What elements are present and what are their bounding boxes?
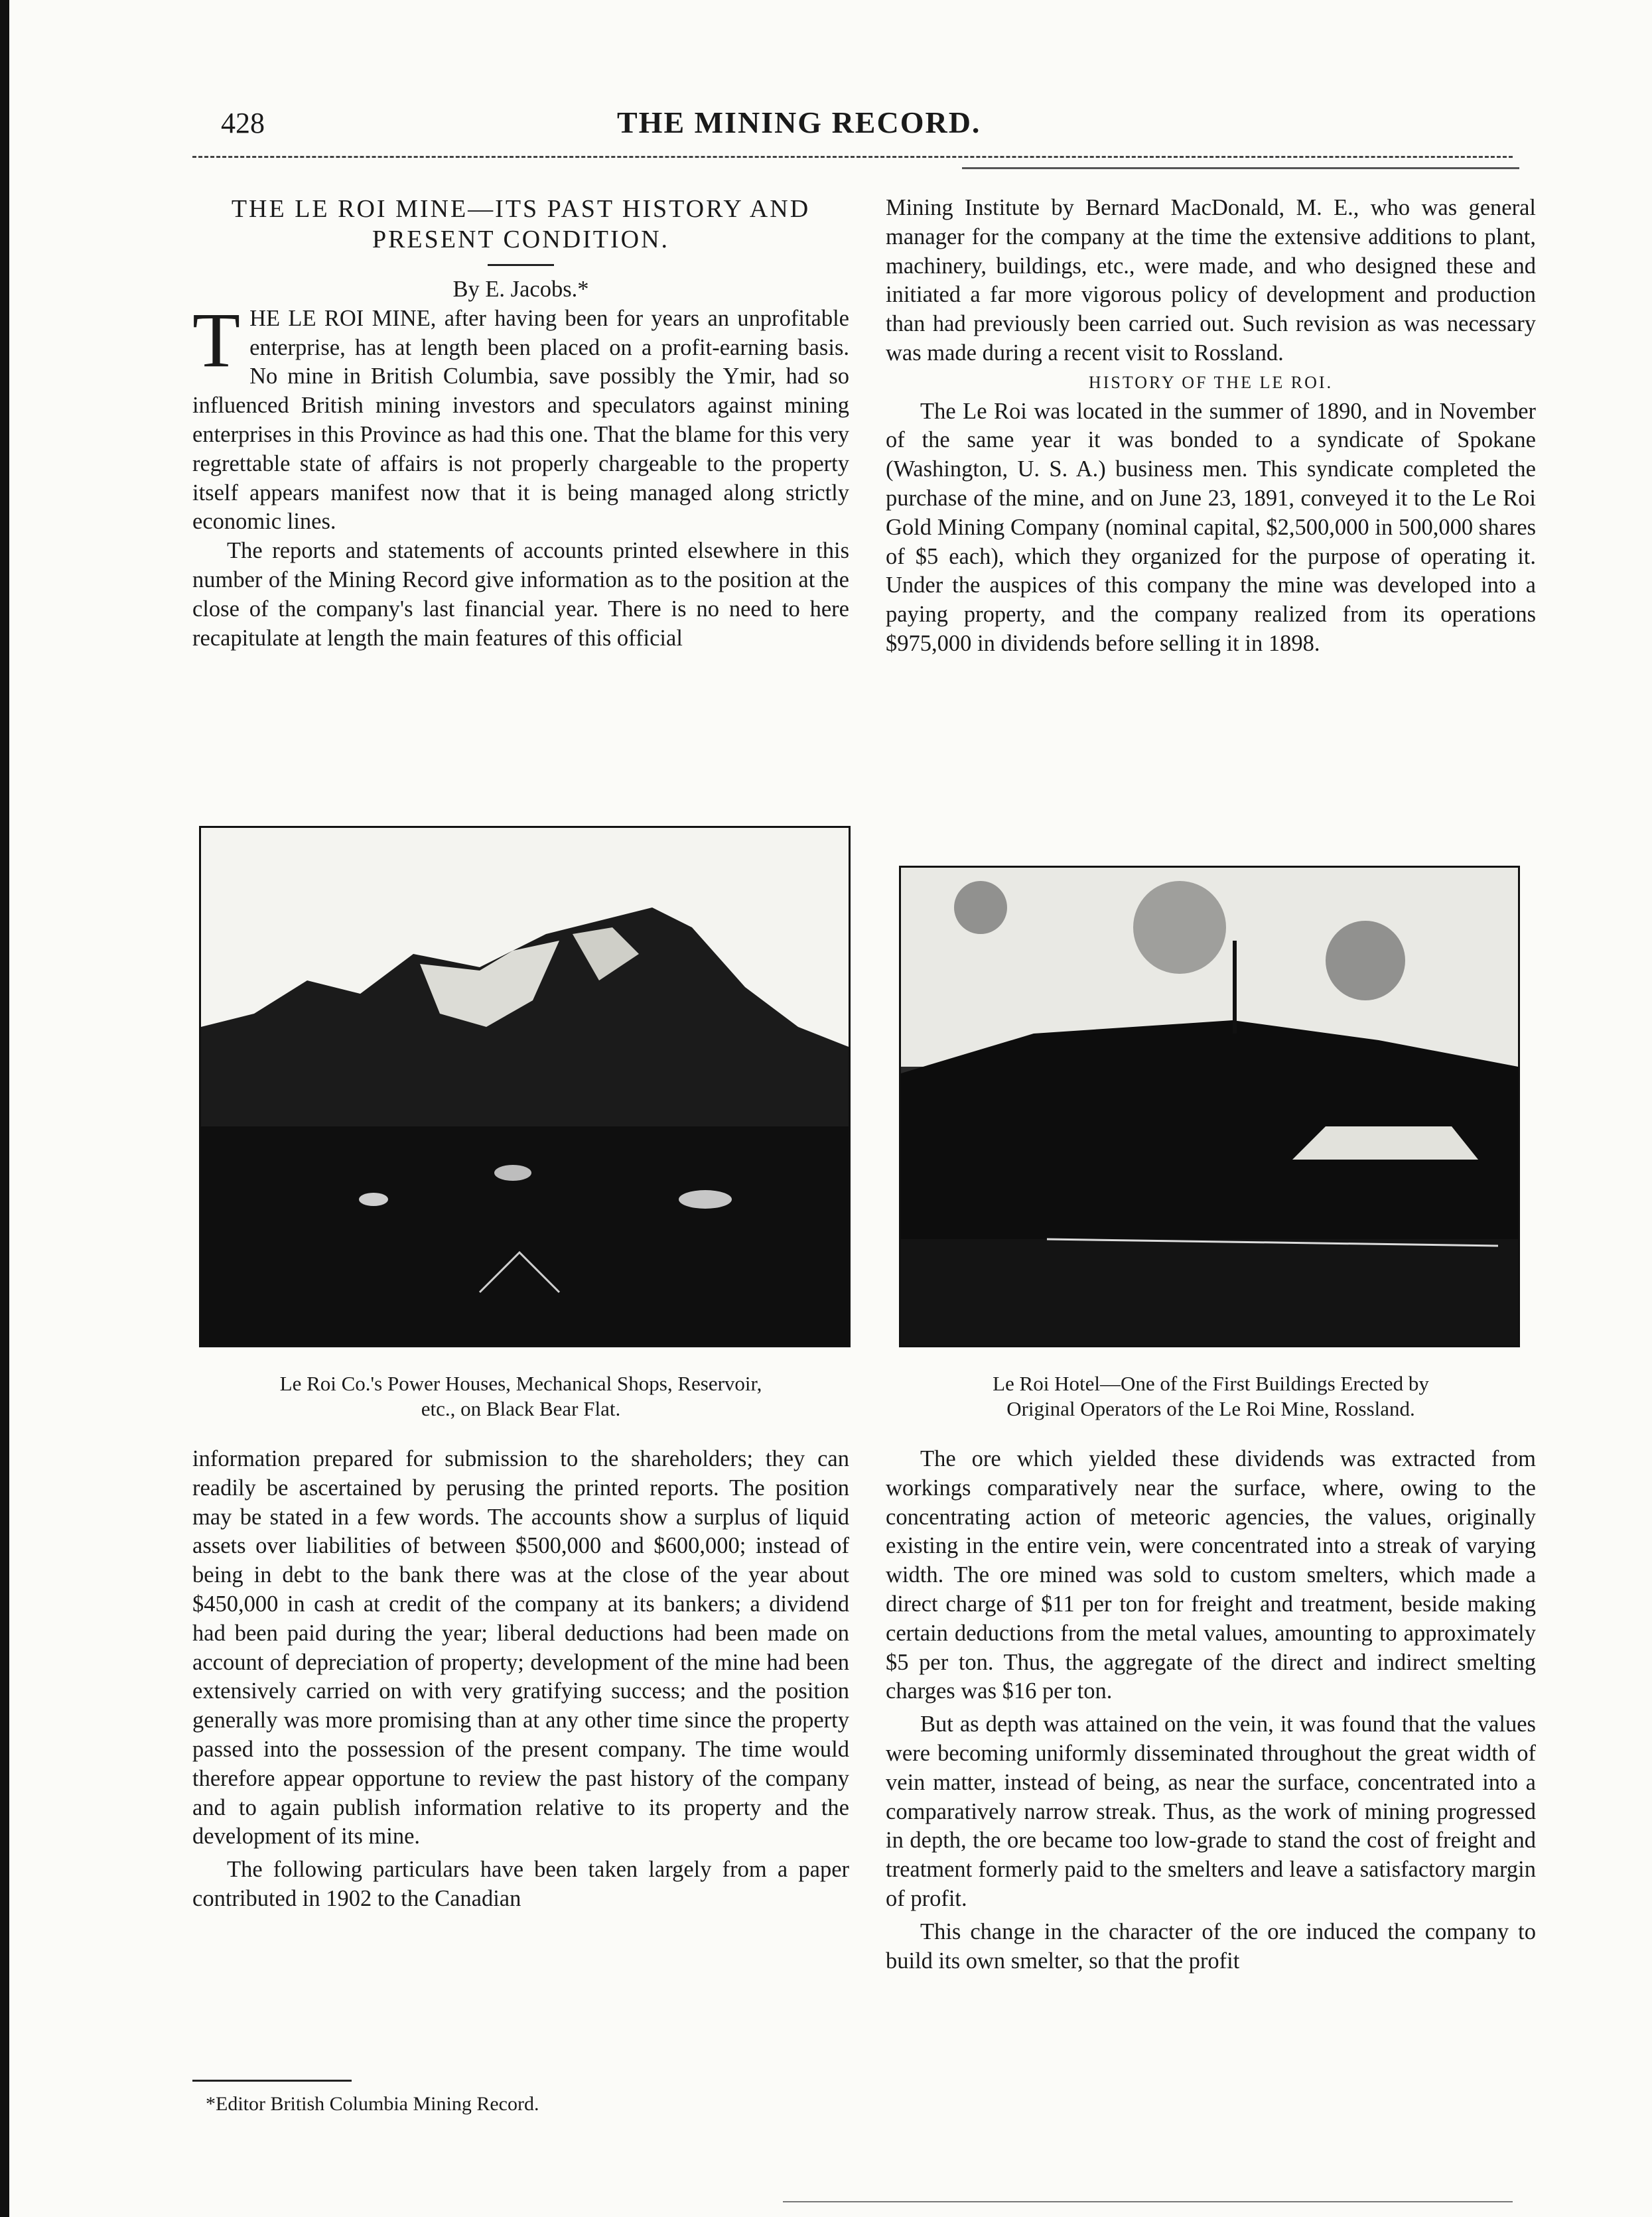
left-caption: [192, 1371, 849, 1422]
paragraph-2: The reports and statements of accounts printed elsewhere in this number of the Mining Record give information as to the position at the close of the company's last financial year. There is no need to here recapitulate at length the main features of this official: [192, 538, 849, 651]
paragraph-9: This change in the character of the ore induced the company to build its own smelter, so that the profit: [886, 1918, 1536, 1974]
bottom-rule: [783, 2201, 1513, 2202]
article-title-line2: PRESENT CONDITION.: [372, 226, 670, 253]
paragraph-3: information prepared for submission to the shareholders; they can readily be ascertained by perusing the printed reports. The position may be stated in a few words. The accounts show a surplus of liquid assets over liabilities of between $500,000 and $600,000; instead of being in debt to the bank there was at the close of the year about $450,000 in cash at credit of the company at its bankers; a dividend had been paid during the year; liberal deductions had been made on account of depreciation of property; development of the mine had been extensively carried on with very gratifying success; and the position generally was more promising than at any other time since the property passed into the possession of the present company. The time would therefore appear opportune to review the past history of the company and to again publish information relative to its property and the development of its mine.: [192, 1446, 849, 1849]
right-column-bottom: [886, 1445, 1536, 1976]
right-caption-line2: Original Operators of the Le Roi Mine, Rossland.: [1006, 1397, 1415, 1420]
paragraph-6: The Le Roi was located in the summer of 1890, and in November of the same year it was bonded to a syndicate of Spokane (Washington, U. S. A.) business men. This syndicate completed the purchase of the mine, and on June 23, 1891, conveyed it to the Le Roi Gold Mining Company (nominal capital, $2,500,000 in 500,000 shares of $5 each), which they organized for the purpose of operating it. Under the auspices of this company the mine was developed into a paying property, and the company realized from its operations $975,000 in dividends before selling it in 1898.: [886, 398, 1536, 656]
scan-edge: [0, 0, 9, 2217]
left-column-top: [192, 194, 849, 653]
right-caption-line1: Le Roi Hotel—One of the First Buildings Erected by: [993, 1372, 1429, 1395]
header-rule: [192, 156, 1513, 158]
right-column-top: [886, 194, 1536, 659]
power-houses-image: [201, 828, 849, 1345]
paragraph-8: But as depth was attained on the vein, it was found that the values were becoming uniformly disseminated throughout the great width of vein matter, instead of being, as near the surface, concentrated into a comparatively narrow streak. Thus, as the work of mining progressed in depth, the ore became too low-grade to stand the cost of freight and treatment formerly paid to the smelters and leave a satisfactory margin of profit.: [886, 1712, 1536, 1911]
le-roi-hotel-image: [901, 868, 1518, 1345]
le-roi-hotel-photo: [899, 866, 1520, 1347]
section-subhead: HISTORY OF THE LE ROI.: [1088, 372, 1334, 392]
header-rule-right: [962, 167, 1519, 169]
byline: By E. Jacobs.*: [452, 277, 589, 302]
paragraph-1-text: HE LE ROI MINE, after having been for years an unprofitable enterprise, has at length been placed on a profit-earning basis. No mine in British Columbia, save possibly the Ymir, had so influenced British mining investors and speculators against mining enterprises in this Province as had this one. That the blame for this very regrettable state of affairs is not properly chargeable to the property itself appears manifest now that it is being managed along strictly economic lines.: [192, 305, 849, 535]
running-head: THE MINING RECORD.: [617, 105, 981, 139]
left-column-bottom: [192, 1445, 849, 1914]
page-number: 428: [221, 107, 265, 139]
left-caption-line2: etc., on Black Bear Flat.: [421, 1397, 621, 1420]
paragraph-1: [192, 296, 849, 537]
title-rule: [488, 264, 554, 266]
footnote: *Editor British Columbia Mining Record.: [206, 2093, 539, 2115]
power-houses-photo: [199, 826, 851, 1347]
footnote-rule: [192, 2080, 352, 2082]
article-title-line1: THE LE ROI MINE—ITS PAST HISTORY AND: [231, 195, 811, 223]
left-caption-line1: Le Roi Co.'s Power Houses, Mechanical Shops, Reservoir,: [279, 1372, 762, 1395]
paragraph-7: The ore which yielded these dividends was extracted from workings comparatively near the surface, where, owing to the concentrating action of meteoric agencies, the values, originally existing in the entire vein, were concentrated into a streak of varying width. The ore mined was sold to custom smelters, which made a direct charge of $11 per ton for freight and treatment, beside making certain deductions from the metal values, amounting to approximately $5 per ton. Thus, the aggregate of the direct and indirect smelting charges was $16 per ton.: [886, 1446, 1536, 1704]
right-caption: [886, 1371, 1536, 1422]
paragraph-4: The following particulars have been taken largely from a paper contributed in 1902 to the Canadian: [192, 1857, 849, 1911]
drop-cap: T: [192, 296, 241, 383]
paragraph-5: Mining Institute by Bernard MacDonald, M. E., who was general manager for the company at the time the extensive additions to plant, machinery, buildings, etc., were made, and who designed these and initiated a far more vigorous policy of development and production than had previously been carried out. Such revision as was necessary was made during a recent visit to Rossland.: [886, 195, 1536, 366]
